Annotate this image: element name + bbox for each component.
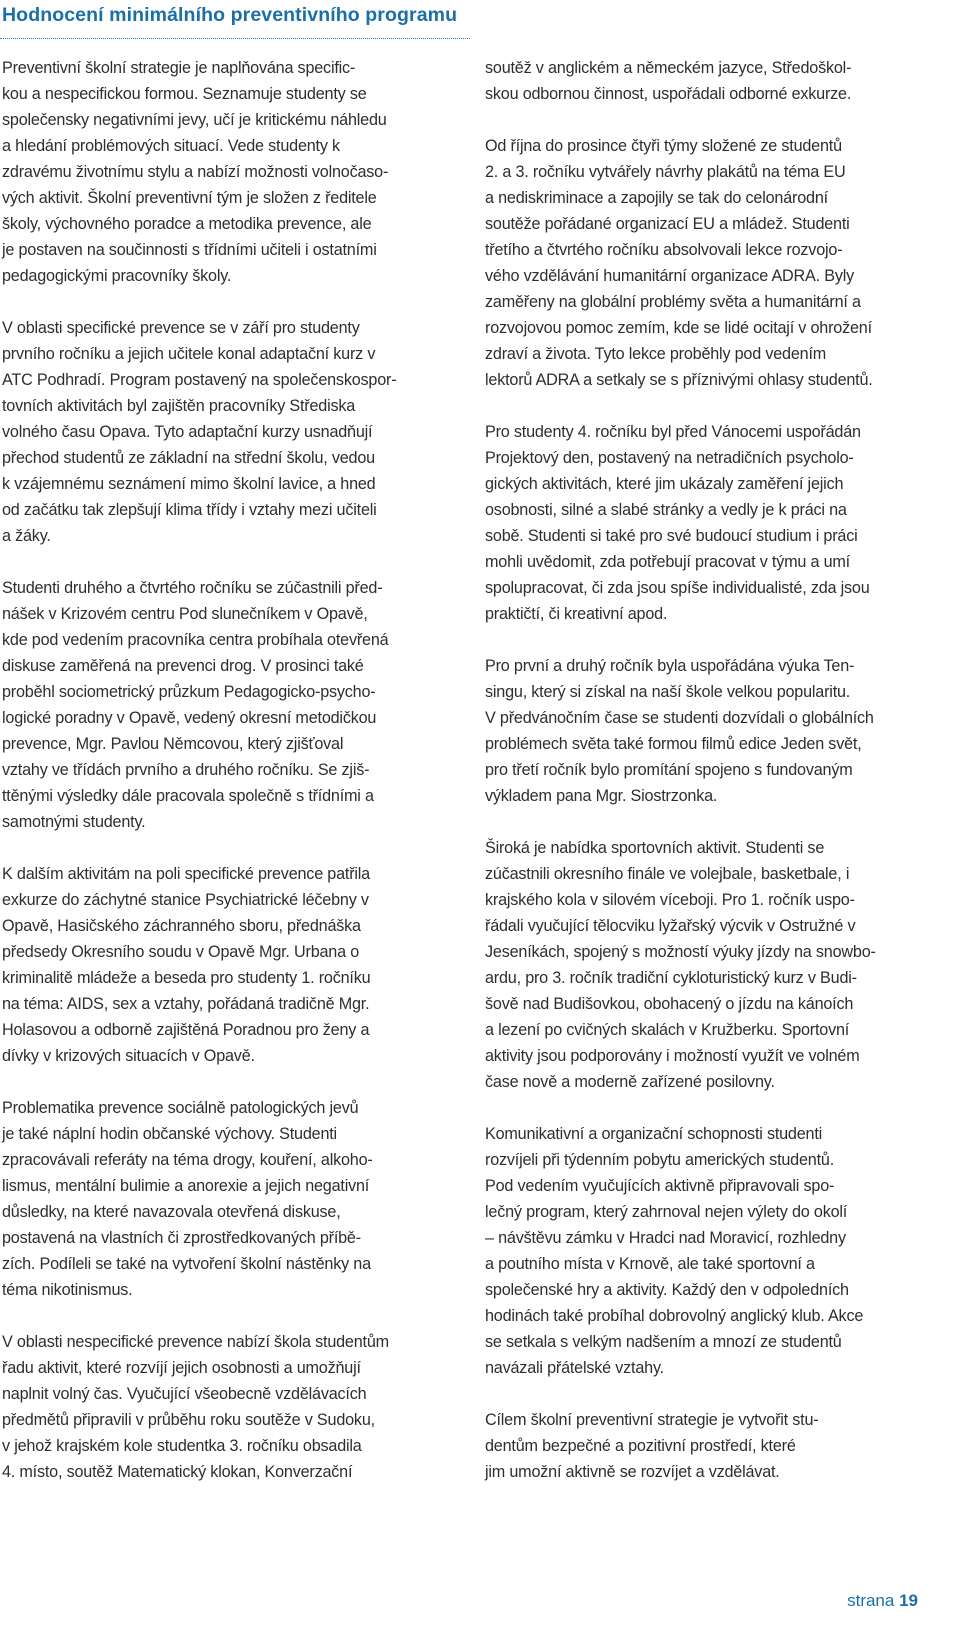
paragraph: Od října do prosince čtyři týmy složené ze studentů 2. a 3. ročníku vytvářely návrhy plakátů na téma EU a nediskriminace a zapojily se tak do celonárodní soutěže pořádané organizací EU a mládež. Studenti třetího a čtvrtého ročníku absolvovali lekce rozvojo- vého vzdělávání humanitární organizace ADRA. Byly zaměřeny na globální problémy světa a humanitární a rozvojovou pomoc zemím, kde se lidé ocitají v ohrožení zdraví a života. Tyto lekce proběhly pod vedením lektorů ADRA a setkaly se s příznivými ohlasy studentů.: [485, 137, 873, 389]
paragraph: V oblasti nespecifické prevence nabízí škola studentům řadu aktivit, které rozvíjí jejich osobnosti a umožňují naplnit volný čas. Vyučující všeobecně vzdělávacích předmětů připravili v průběhu roku soutěže v Sudoku, v jehož krajském kole studentka 3. ročníku obsadila 4. místo, soutěž Matematický klokan, Konverzační: [2, 1333, 389, 1481]
paragraph: K dalším aktivitám na poli specifické prevence patřila exkurze do záchytné stanice Psychiatrické léčebny v Opavě, Hasičského záchranného sboru, přednáška předsedy Okresního soudu v Opavě Mgr. Urbana o kriminalitě mládeže a beseda pro studenty 1. ročníku na téma: AIDS, sex a vztahy, pořádaná tradičně Mgr. Holasovou a odborně zajištěná Poradnou pro ženy a dívky v krizových situacích v Opavě.: [2, 865, 371, 1065]
paragraph: Komunikativní a organizační schopnosti studenti rozvíjeli při týdenním pobytu amerických studentů. Pod vedením vyučujících aktivně připravovali spo- lečný program, který zahrnoval nejen výlety do okolí – návštěvu zámku v Hradci nad Moravicí, rozhledny a poutního místa v Krnově, ale také sportovní a společenské hry a aktivity. Každý den v odpoledních hodinách také probíhal dobrovolný anglický klub. Akce se setkala s velkým nadšením a mnozí ze studentů navázali přátelské vztahy.: [485, 1125, 864, 1377]
paragraph: Preventivní školní strategie je naplňována specific- kou a nespecifickou formou. Seznamuje studenty se společensky negativními jevy, učí je kritickému náhledu a hledání problémových situací. Vede studenty k zdravému životnímu stylu a nabízí možnosti volnočaso- vých aktivit. Školní preventivní tým je složen z ředitele školy, výchovného poradce a metodika prevence, ale je postaven na součinnosti s třídními učiteli i ostatními pedagogickými pracovníky školy.: [2, 59, 389, 285]
heading-divider: [0, 38, 470, 39]
left-column: [2, 55, 452, 1511]
paragraph: Cílem školní preventivní strategie je vytvořit stu- dentům bezpečné a pozitivní prostředí, které jim umožní aktivně se rozvíjet a vzdělávat.: [485, 1411, 819, 1481]
page-label: strana: [847, 1591, 895, 1610]
paragraph: Široká je nabídka sportovních aktivit. Studenti se zúčastnili okresního finále ve volejbale, basketbale, i krajského kola v silovém víceboji. Pro 1. ročník uspo- řádali vyučující tělocviku lyžařský výcvik v Ostružné v Jeseníkách, spojený s možností výuky jízdy na snowbo- ardu, pro 3. ročník tradiční cykloturistický kurz v Budi- šově nad Budišovkou, obohacený o jízdu na kánoích a lezení po cvičných skalách v Kružberku. Sportovní aktivity jsou podporovány i možností využít ve volném čase nově a moderně zařízené posilovny.: [485, 839, 876, 1091]
page-footer: [847, 1591, 918, 1611]
paragraph: V oblasti specifické prevence se v září pro studenty prvního ročníku a jejich učitele konal adaptační kurz v ATC Podhradí. Program postavený na společenskospor- tovních aktivitách byl zajištěn pracovníky Střediska volného času Opava. Tyto adaptační kurzy usnadňují přechod studentů ze základní na střední školu, vedou k vzájemnému seznámení mimo školní lavice, a hned od začátku tak zlepšují klima třídy i vztahy mezi učiteli a žáky.: [2, 319, 397, 545]
page-number: 19: [899, 1591, 918, 1610]
right-column: [485, 55, 945, 1511]
paragraph: soutěž v anglickém a německém jazyce, Středoškol- skou odbornou činnost, uspořádali odborné exkurze.: [485, 59, 852, 103]
paragraph: Pro první a druhý ročník byla uspořádána výuka Ten- singu, který si získal na naší škole velkou popularitu. V předvánočním čase se studenti dozvídali o globálních problémech světa také formou filmů edice Jeden svět, pro třetí ročník bylo promítání spojeno s fundovaným výkladem pana Mgr. Siostrzonka.: [485, 657, 874, 805]
paragraph: Pro studenty 4. ročníku byl před Vánocemi uspořádán Projektový den, postavený na netradičních psycholo- gických aktivitách, které jim ukázaly zaměření jejich osobnosti, silné a slabé stránky a vedly je k práci na sobě. Studenti si také pro své budoucí studium i práci mohli uvědomit, zda potřebují pracovat v týmu a umí spolupracovat, či zda jsou spíše individualisté, zda jsou praktičtí, či kreativní apod.: [485, 423, 870, 623]
paragraph: Studenti druhého a čtvrtého ročníku se zúčastnili před- nášek v Krizovém centru Pod slunečníkem v Opavě, kde pod vedením pracovníka centra probíhala otevřená diskuse zaměřená na prevenci drog. V prosinci také proběhl sociometrický průzkum Pedagogicko-psycho- logické poradny v Opavě, vedený okresní metodičkou prevence, Mgr. Pavlou Němcovou, který zjišťoval vztahy ve třídách prvního a druhého ročníku. Se zjiš- ttěnými výsledky dále pracovala společně s třídními a samotnými studenty.: [2, 579, 389, 831]
page-heading: Hodnocení minimálního preventivního programu: [2, 4, 458, 26]
paragraph: Problematika prevence sociálně patologických jevů je také náplní hodin občanské výchovy. Studenti zpracovávali referáty na téma drogy, kouření, alkoho- lismus, mentální bulimie a anorexie a jejich negativní důsledky, na které navazovala otevřená diskuse, postavená na vlastních či zprostředkovaných příbě- zích. Podíleli se také na vytvoření školní nástěnky na téma nikotinismus.: [2, 1099, 373, 1299]
